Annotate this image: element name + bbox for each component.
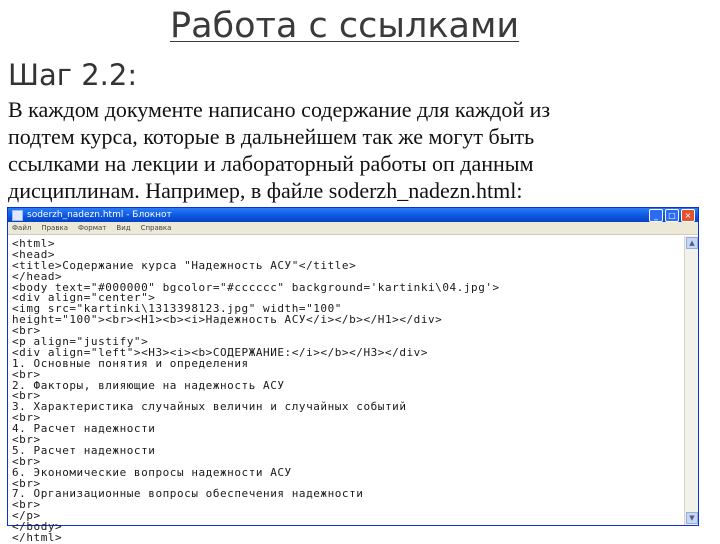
code-line: </p> bbox=[12, 509, 41, 523]
window-title: soderzh_nadezn.html - Блокнот bbox=[27, 210, 172, 220]
close-button[interactable]: × bbox=[681, 209, 695, 222]
code-line: 5. Расчет надежности bbox=[12, 443, 156, 457]
menu-help[interactable]: Справка bbox=[140, 224, 172, 232]
code-line: <title>Содержание курса "Надежность АСУ"</title> bbox=[12, 258, 357, 272]
text-editor[interactable] bbox=[8, 236, 685, 544]
code-line: </head> bbox=[12, 269, 63, 283]
code-line: <br> bbox=[12, 324, 41, 338]
paragraph-line: подтем курса, которые в дальнейшем так же могут быть bbox=[8, 124, 535, 149]
description-paragraph bbox=[8, 96, 718, 204]
code-line: <div align="left"><H3><i><b>СОДЕРЖАНИЕ:</i></b></H3></div> bbox=[12, 345, 429, 359]
code-line: <br> bbox=[12, 367, 41, 381]
slide-title: Работа с ссылками bbox=[170, 6, 520, 46]
scroll-down-icon[interactable]: ▼ bbox=[686, 512, 698, 524]
code-line: 1. Основные понятия и определения bbox=[12, 356, 249, 370]
paragraph-line: дисциплинам. Например, в файле soderzh_nadezn.html: bbox=[8, 178, 523, 203]
menu-format[interactable]: Формат bbox=[77, 224, 107, 232]
code-line: <br> bbox=[12, 411, 41, 425]
code-line: <head> bbox=[12, 247, 56, 261]
code-line: height="100"><br><H1><b><i>Надежность АСУ</i></b></H1></div> bbox=[12, 313, 443, 327]
code-line: <body text="#000000" bgcolor="#cccccc" background='kartinki\04.jpg'> bbox=[12, 280, 500, 294]
code-line: <html> bbox=[12, 237, 56, 250]
notepad-icon bbox=[12, 210, 23, 221]
code-line: <div align="center"> bbox=[12, 291, 156, 305]
code-line: </html> bbox=[12, 531, 63, 544]
menu-bar bbox=[8, 222, 698, 235]
code-line: <p align="justify"> bbox=[12, 335, 149, 349]
menu-edit[interactable]: Правка bbox=[41, 224, 68, 232]
paragraph-line: В каждом документе написано содержание для каждой из bbox=[8, 97, 551, 122]
code-line: <img src="kartinki\1313398123.jpg" width="100" bbox=[12, 302, 342, 316]
paragraph-line: ссылками на лекции и лабораторный работы оп данным bbox=[8, 151, 534, 176]
minimize-button[interactable]: _ bbox=[649, 209, 663, 222]
window-titlebar[interactable] bbox=[8, 208, 698, 222]
code-line: 6. Экономические вопросы надежности АСУ bbox=[12, 465, 292, 479]
notepad-window bbox=[7, 207, 699, 544]
scroll-up-icon[interactable]: ▲ bbox=[686, 237, 698, 249]
code-line: <br> bbox=[12, 433, 41, 447]
vertical-scrollbar[interactable] bbox=[684, 236, 698, 525]
code-line: 4. Расчет надежности bbox=[12, 422, 156, 436]
menu-view[interactable]: Вид bbox=[116, 224, 131, 232]
code-line: <br> bbox=[12, 454, 41, 468]
code-line: 3. Характеристика случайных величин и случайных событий bbox=[12, 400, 407, 414]
code-line: </body> bbox=[12, 520, 63, 534]
code-line: <br> bbox=[12, 389, 41, 403]
code-line: 7. Организационные вопросы обеспечения надежности bbox=[12, 487, 364, 501]
code-line: <br> bbox=[12, 498, 41, 512]
step-label: Шаг 2.2: bbox=[8, 58, 138, 92]
code-line: 2. Факторы, влияющие на надежность АСУ bbox=[12, 378, 285, 392]
maximize-button[interactable]: □ bbox=[665, 209, 679, 222]
code-line: <br> bbox=[12, 476, 41, 490]
menu-file[interactable]: Файл bbox=[12, 224, 32, 232]
